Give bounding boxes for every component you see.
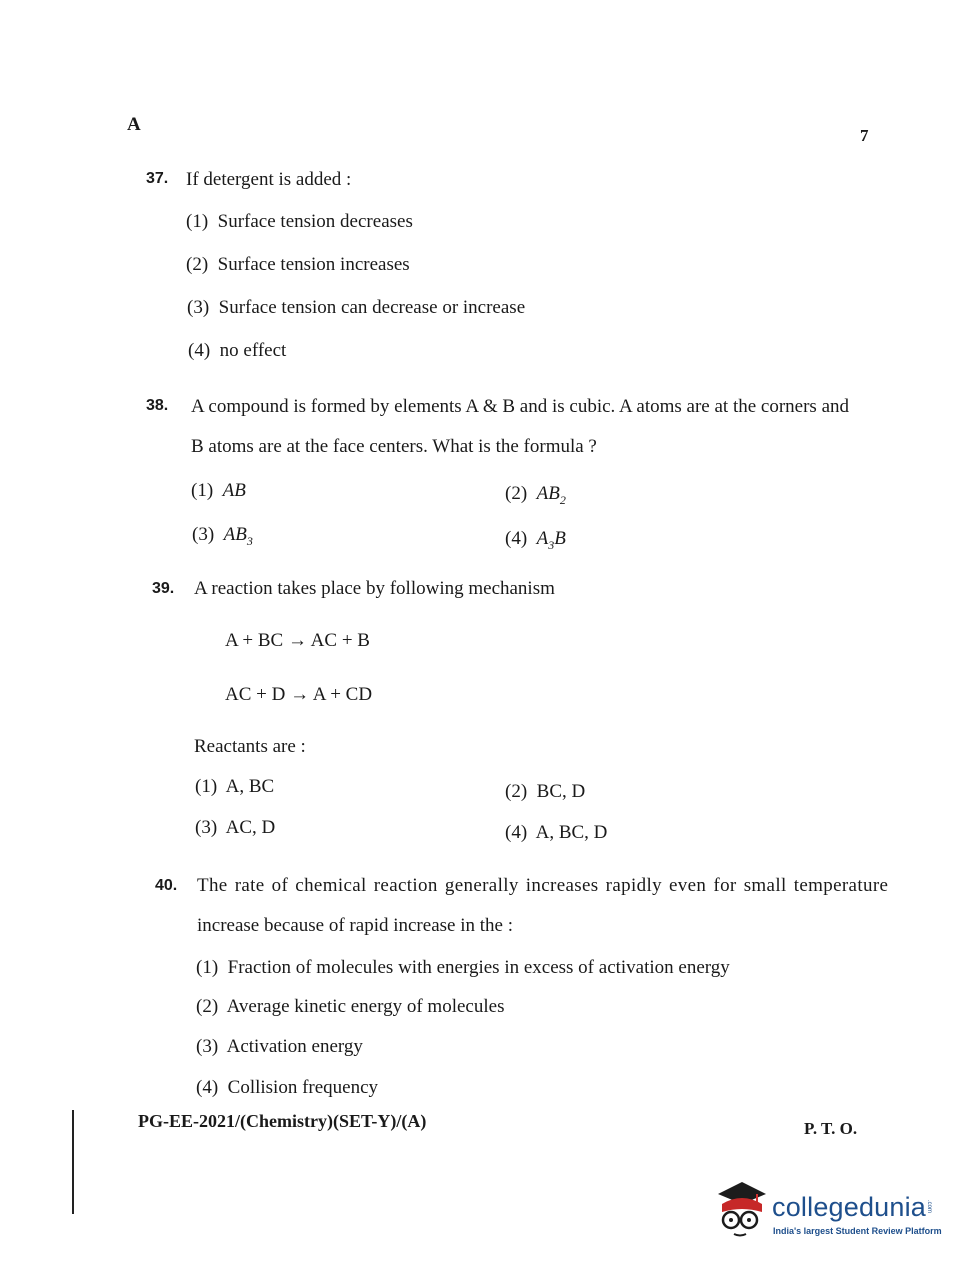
option-label: (4): [505, 822, 528, 843]
option-4: [505, 528, 566, 553]
option-label: (3): [192, 524, 215, 545]
collegedunia-watermark: [712, 1178, 942, 1248]
mechanism-step-2: AC + D → A + CD: [225, 684, 373, 705]
question-text-line-2: increase because of rapid increase in the :: [197, 915, 513, 936]
question-number: 37.: [146, 170, 169, 187]
option-1: [196, 957, 730, 979]
option-text: Surface tension can decrease or increase: [218, 297, 526, 318]
option-label: (2): [186, 254, 209, 275]
option-2: [196, 996, 504, 1018]
formula-subscript: 3: [548, 537, 555, 552]
option-1: [186, 211, 413, 233]
option-text: Fraction of molecules with energies in excess of activation energy: [227, 957, 730, 978]
option-text: A, BC: [225, 776, 275, 797]
option-1: [191, 480, 246, 505]
option-3: [187, 297, 525, 319]
question-text: If detergent is added :: [186, 169, 352, 190]
option-label: (2): [196, 996, 219, 1017]
formula-base: AB: [536, 483, 560, 504]
option-2: [505, 781, 585, 803]
option-label: (1): [196, 957, 219, 978]
option-1: [195, 776, 274, 798]
page-number: 7: [860, 126, 869, 145]
question-text-line-1: A compound is formed by elements A & B and is cubic. A atoms are at the corners and: [191, 396, 850, 417]
option-label: (3): [187, 297, 210, 318]
brand-name: collegedunia: [772, 1192, 927, 1222]
option-3: [192, 524, 253, 549]
option-2: [186, 254, 410, 276]
formula-subscript: 2: [559, 492, 566, 507]
margin-line: [72, 1110, 74, 1214]
option-label: (1): [186, 211, 209, 232]
formula-base: A: [536, 528, 549, 549]
option-label: (1): [191, 480, 214, 501]
option-4: [505, 822, 607, 844]
set-letter: A: [127, 114, 141, 135]
option-text: A, BC, D: [535, 822, 608, 843]
option-3: [196, 1036, 363, 1058]
option-label: (4): [188, 340, 211, 361]
option-4: [196, 1077, 378, 1099]
brand-suffix: .com: [926, 1200, 932, 1214]
brand-tagline: India's largest Student Review Platform: [773, 1226, 942, 1236]
option-3: [195, 817, 275, 839]
formula-tail: B: [554, 528, 566, 549]
mechanism-step-1: A + BC → AC + B: [225, 630, 370, 651]
question-text-line-2: B atoms are at the face centers. What is the formula ?: [191, 436, 597, 457]
option-label: (2): [505, 483, 528, 504]
formula-base: AB: [222, 480, 246, 501]
option-text: Surface tension increases: [217, 254, 410, 275]
question-number: 38.: [146, 397, 169, 414]
mascot-icon: [712, 1178, 770, 1240]
question-text-line-1: The rate of chemical reaction generally increases rapidly even for small temperature: [197, 875, 889, 896]
question-number: 39.: [152, 580, 175, 597]
option-label: (4): [505, 528, 528, 549]
reactants-prompt: Reactants are :: [194, 736, 306, 757]
option-text: Average kinetic energy of molecules: [226, 996, 505, 1017]
option-label: (2): [505, 781, 528, 802]
option-2: [505, 483, 566, 508]
pto-label: P. T. O.: [804, 1119, 858, 1138]
option-text: Collision frequency: [227, 1077, 379, 1098]
option-4: [188, 340, 286, 362]
option-text: no effect: [219, 340, 287, 361]
formula-base: AB: [223, 524, 247, 545]
option-text: BC, D: [536, 781, 586, 802]
paper-code: PG-EE-2021/(Chemistry)(SET-Y)/(A): [138, 1111, 427, 1131]
option-label: (3): [195, 817, 218, 838]
option-text: AC, D: [225, 817, 276, 838]
option-label: (3): [196, 1036, 219, 1057]
option-label: (1): [195, 776, 218, 797]
question-number: 40.: [155, 877, 178, 894]
formula-subscript: 3: [246, 533, 253, 548]
question-text: A reaction takes place by following mechanism: [194, 578, 555, 599]
option-label: (4): [196, 1077, 219, 1098]
option-text: Surface tension decreases: [217, 211, 413, 232]
option-text: Activation energy: [226, 1036, 363, 1057]
